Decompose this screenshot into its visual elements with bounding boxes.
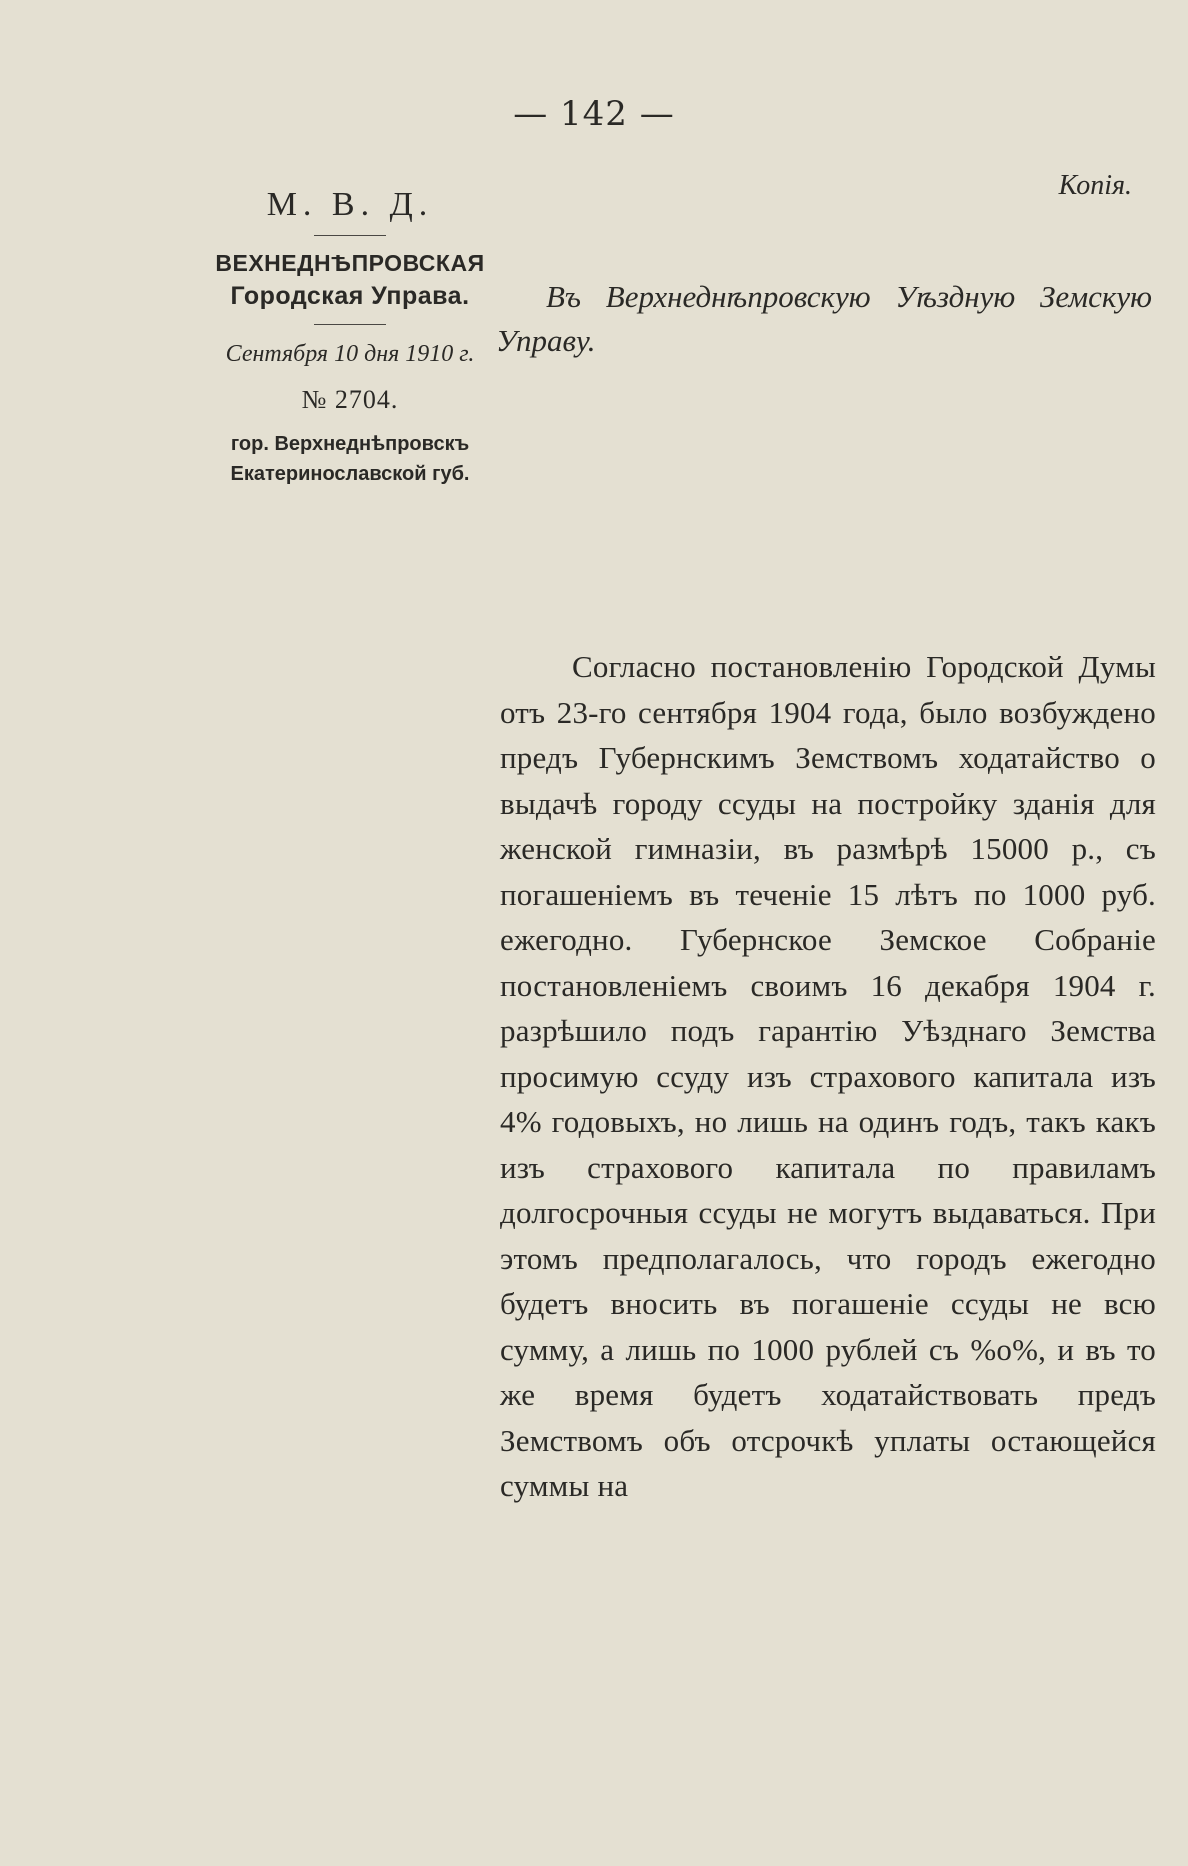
province-line: Екатеринославской губ. (230, 463, 470, 485)
ministry-abbreviation: М. В. Д. (266, 186, 434, 223)
letter-body: Согласно постановленію Городской Думы отъ 23-го сентября 1904 года, было возбуждено предъ Губернскимъ Земствомъ ходатайство о выдачѣ городу ссуды на постройку зданія для женской гимназіи, въ размѣрѣ 15000 р., съ погашеніемъ въ теченіе 15 лѣтъ по 1000 руб. ежегодно. Губернское Земское Собраніе постановленіемъ своимъ 16 декабря 1904 г. разрѣшило подъ гарантію Уѣзднаго Земства просимую ссуду изъ страхового капитала изъ 4% годовыхъ, но лишь на одинъ годъ, такъ какъ изъ страхового капитала по правиламъ долгосрочныя ссуды не могутъ выдаваться. При этомъ предполагалось, что городъ ежегодно будетъ вносить въ погашеніе ссуды не всю сумму, а лишь по 1000 рублей съ %о%, и въ то же время будетъ ходатайствовать предъ Земствомъ объ отсрочкѣ уплаты остающейся суммы на (500, 649, 1156, 1503)
council-name: ВЕХНЕДНѢПРОВСКАЯ (215, 250, 485, 276)
letterhead-divider (314, 324, 386, 325)
page-number: — 142 — (513, 94, 675, 134)
council-type: Городская Управа. (230, 282, 470, 310)
letter-date: Сентября 10 дня 1910 г. (225, 341, 475, 367)
letter-number: № 2704. (301, 385, 399, 414)
letterhead-divider (314, 235, 386, 236)
addressee: Въ Верхнеднѣпровскую Уѣздную Земскую Управу. (496, 279, 1152, 358)
copy-mark: Копія. (1058, 170, 1132, 201)
letterhead (200, 185, 500, 489)
city-line: гор. Верхнеднѣпровскъ (230, 433, 470, 455)
